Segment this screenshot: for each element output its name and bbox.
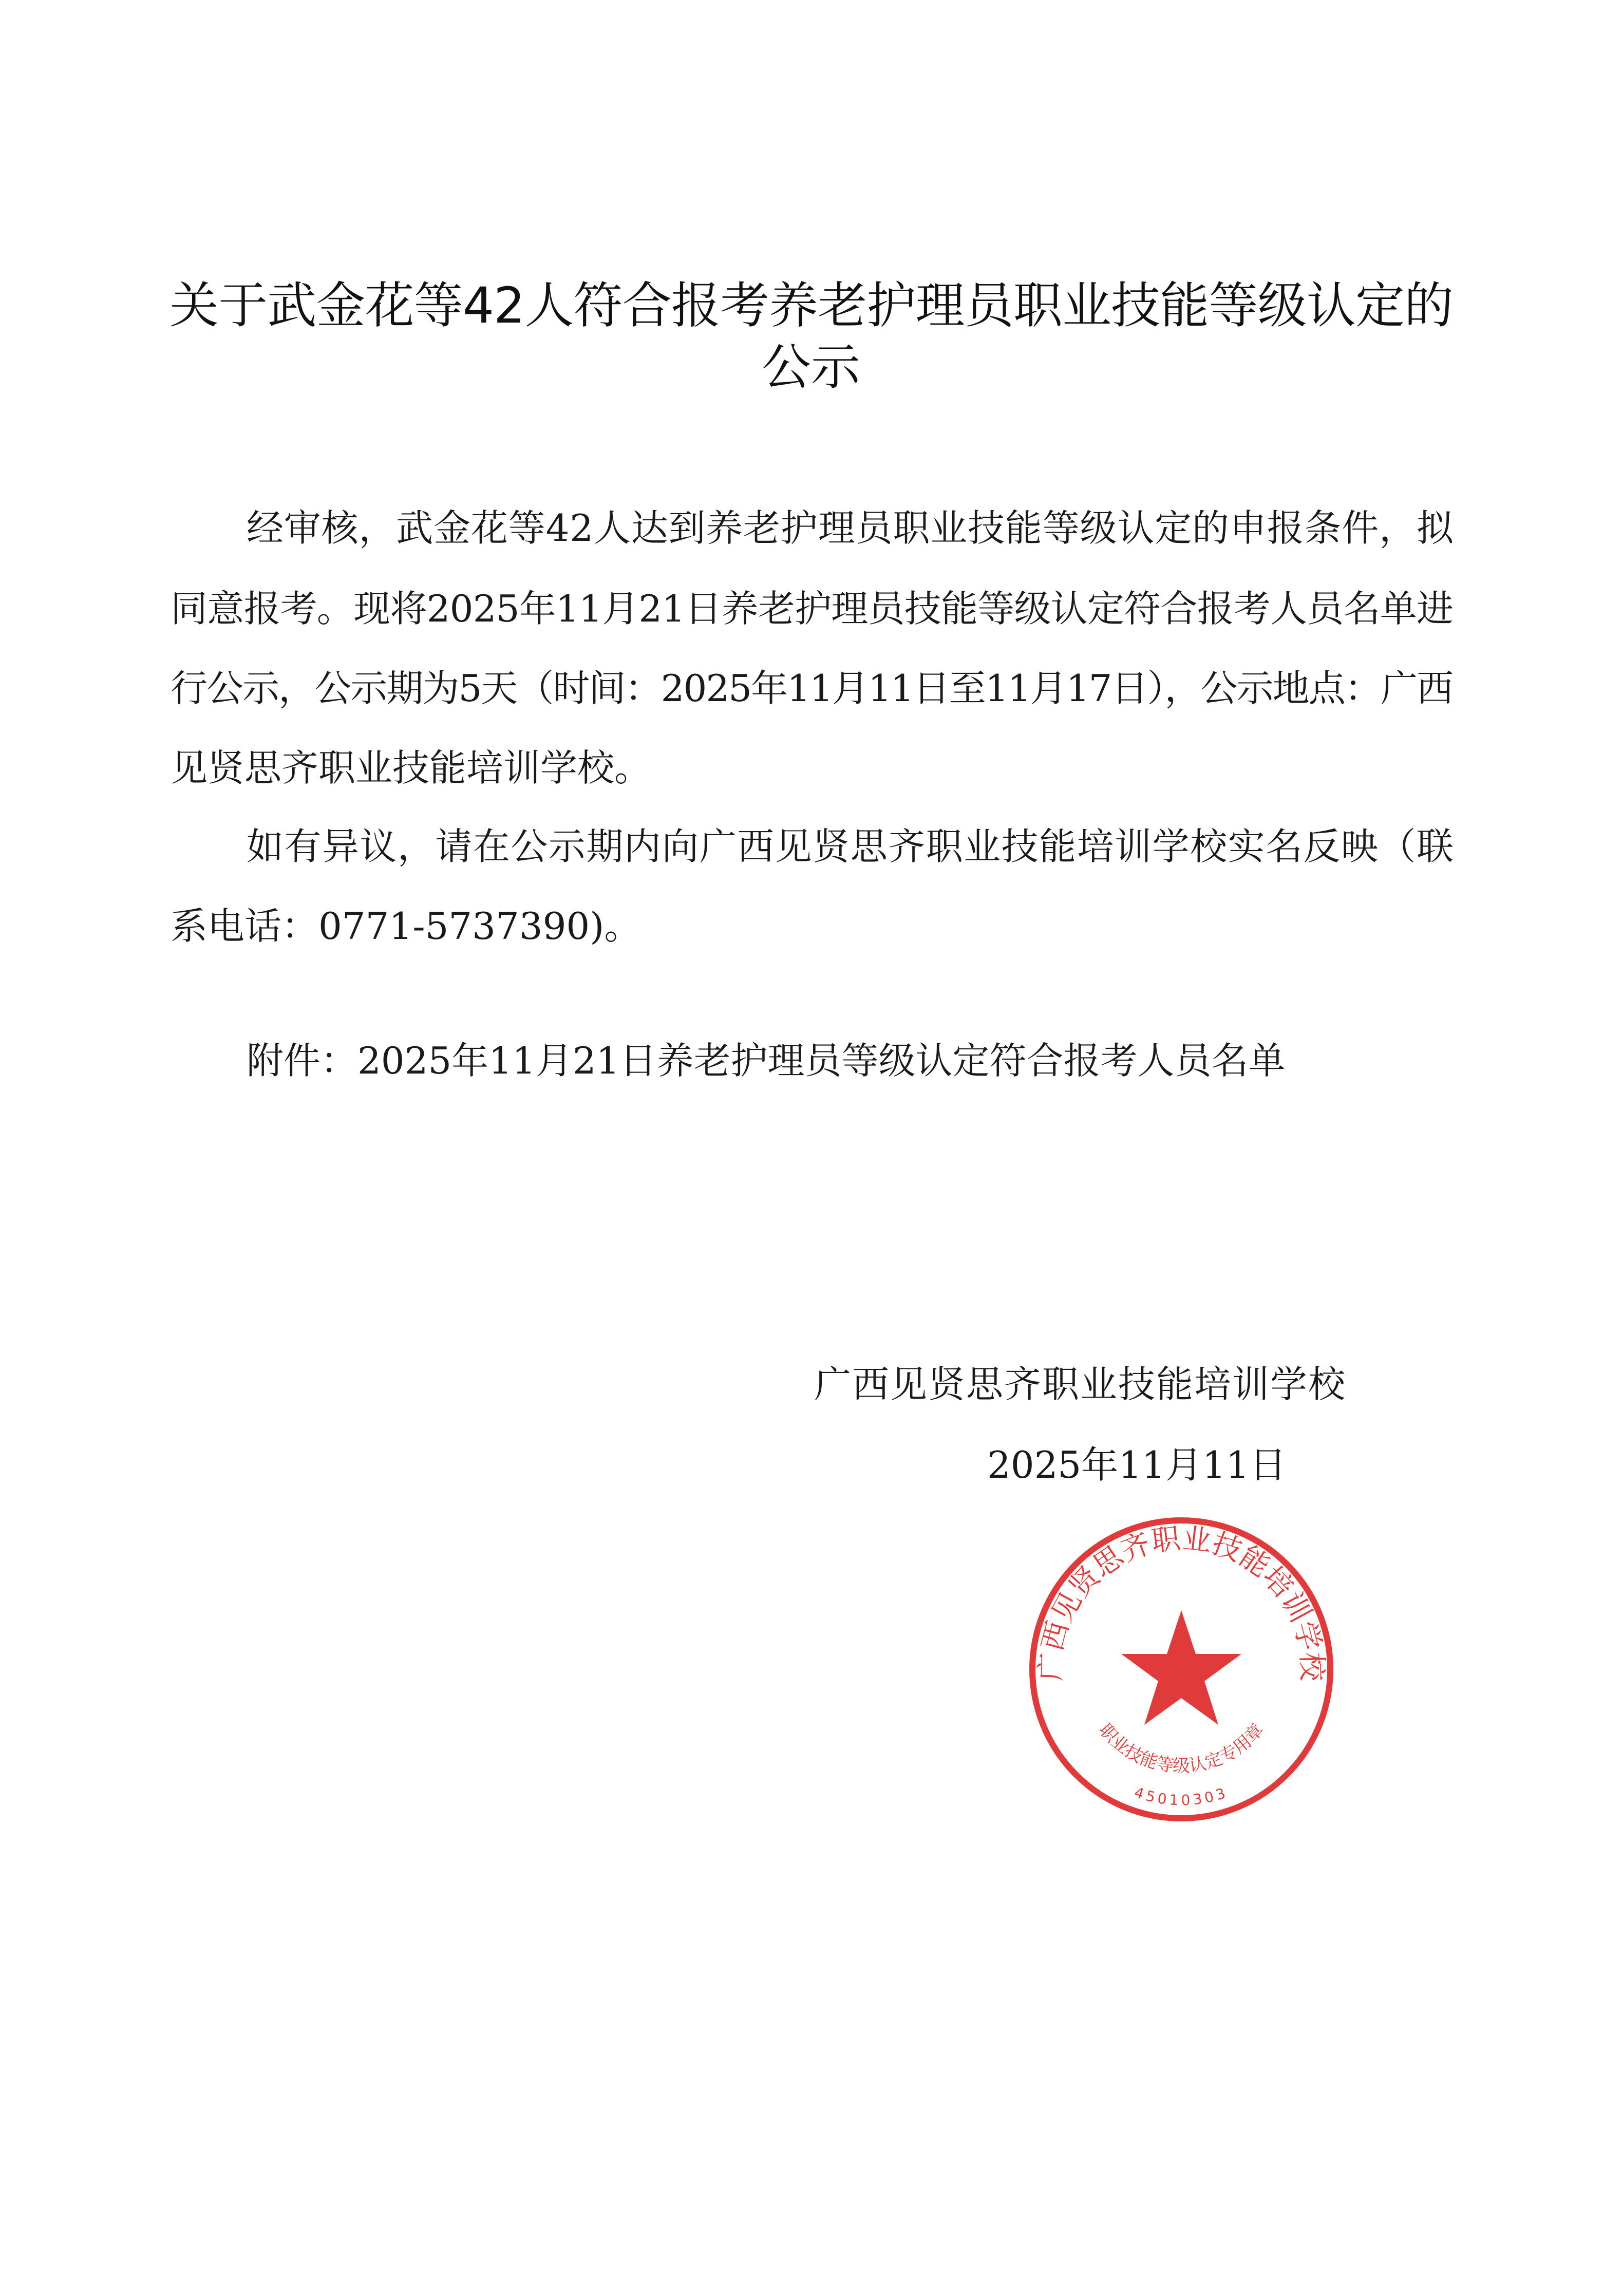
paragraph-1-line-4: 见贤思齐职业技能培训学校。 (171, 746, 652, 789)
signature-date: 2025年11月11日 (987, 1443, 1287, 1486)
official-seal (1020, 1508, 1343, 1831)
paragraph-1-line-1: 经审核，武金花等42人达到养老护理员职业技能等级认定的申报条件，拟 (247, 506, 1454, 550)
seal-top-text: 广西见贤思齐职业技能培训学校 (1034, 1521, 1329, 1682)
paragraph-1-line-2: 同意报考。现将2025年11月21日养老护理员技能等级认定符合报考人员名单进 (171, 587, 1454, 630)
paragraph-2-line-1: 如有异议，请在公示期内向广西见贤思齐职业技能培训学校实名反映（联 (247, 825, 1455, 868)
signature-organization: 广西见贤思齐职业技能培训学校 (814, 1363, 1347, 1406)
document-title-line-2: 公示 (762, 338, 860, 396)
paragraph-1-line-3: 行公示，公示期为5天（时间：2025年11月11日至11月17日），公示地点：广西 (171, 667, 1453, 710)
seal-star-icon (1121, 1610, 1241, 1725)
seal-number: 45010303 (1132, 1783, 1231, 1809)
attachment-note: 附件：2025年11月21日养老护理员等级认定符合报考人员名单 (247, 1039, 1286, 1082)
document-title-line-1: 关于武金花等42人符合报考养老护理员职业技能等级认定的 (169, 277, 1454, 334)
paragraph-2-line-2: 系电话：0771-5737390)。 (171, 905, 642, 948)
seal-bottom-text: 职业技能等级认定专用章 (1095, 1720, 1268, 1777)
